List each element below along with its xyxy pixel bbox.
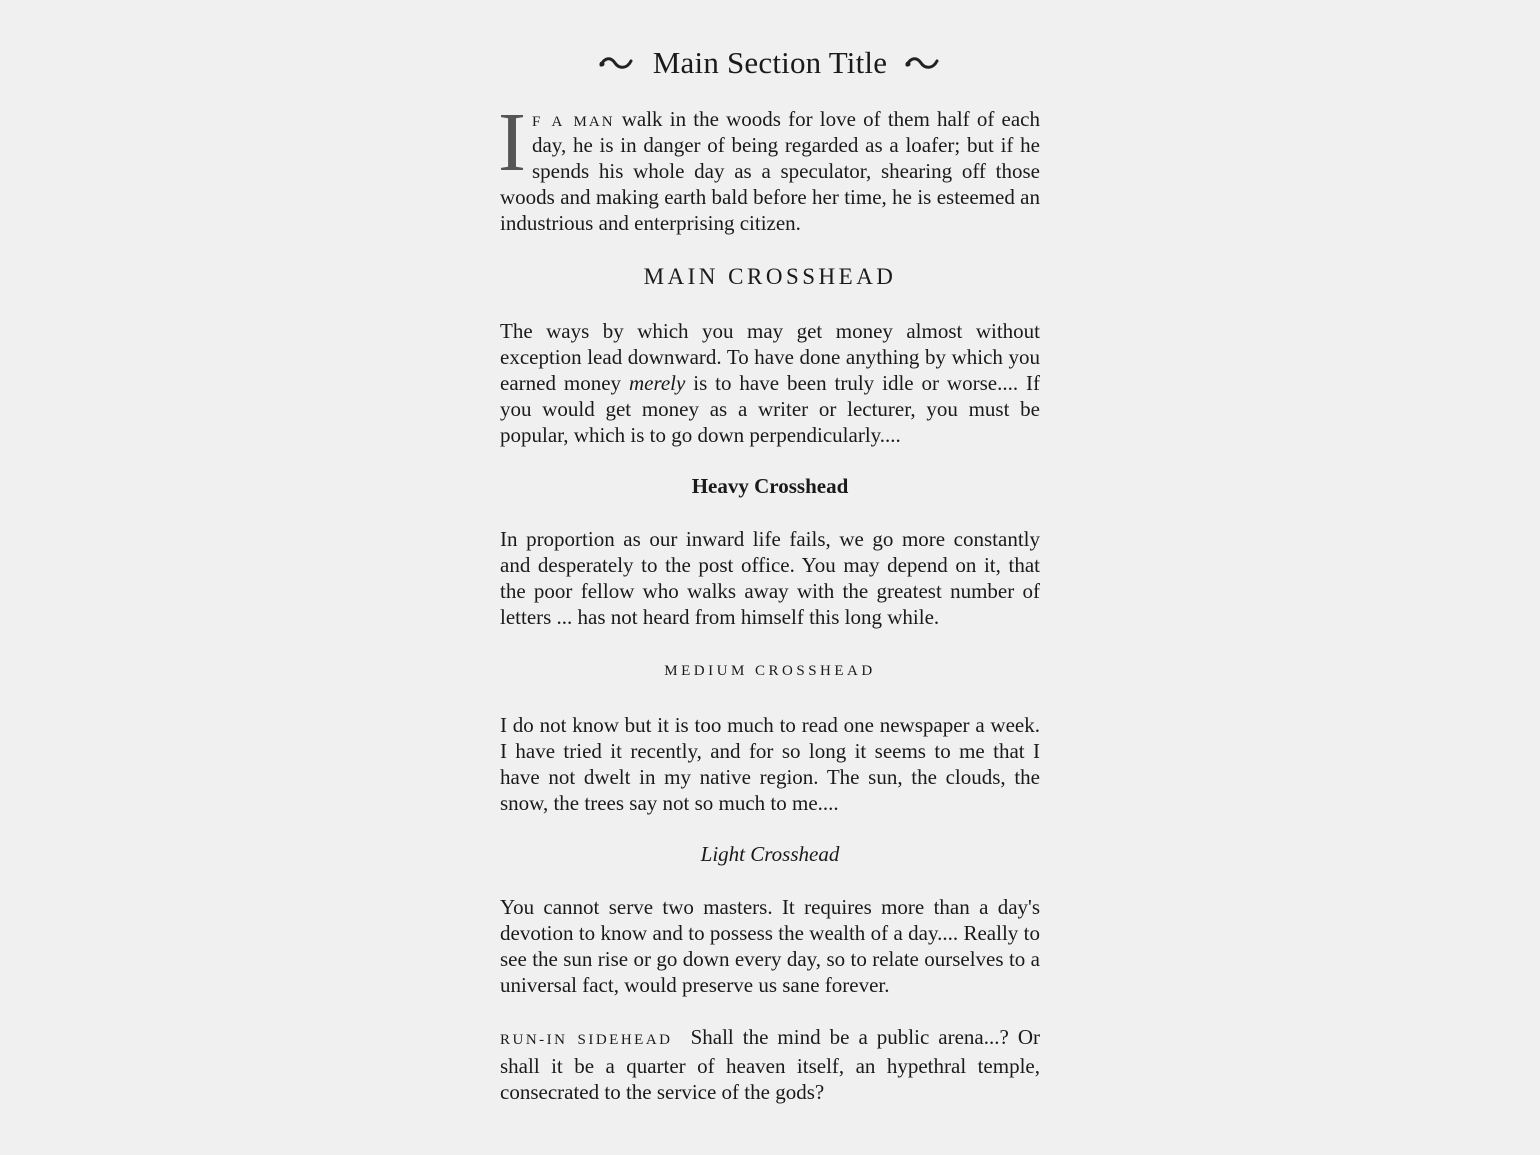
paragraph-4: I do not know but it is too much to read one newspaper a week. I have tried it recently, and for so long it seems to me that I have not dwelt in my native region. The sun, the clouds, the snow, the trees say not so much to me....	[500, 713, 1040, 815]
main-crosshead: MAIN CROSSHEAD	[643, 264, 897, 289]
swash-ornament-icon-left	[599, 53, 635, 73]
paragraph-3: In proportion as our inward life fails, we go more constantly and desperately to the post office. You may depend on it, that the poor fellow who walks away with the greatest number of letters ... has not heard from himself this long while.	[500, 527, 1040, 629]
paragraph-gap	[500, 998, 1040, 1024]
document-page	[500, 38, 1040, 1105]
intro-text: walk in the woods for love of them half of each day, he is in danger of being regarded as a loafer; but if he spends his whole day as a speculator, shearing off those woods and making earth bald before her time, he is esteemed an industrious and enterprising citizen.	[500, 107, 1040, 235]
drop-cap: I	[498, 96, 526, 189]
runin-sidehead: RUN-IN SIDEHEAD	[500, 1032, 673, 1048]
medium-crosshead: MEDIUM CROSSHEAD	[664, 663, 876, 679]
section-title-row	[500, 38, 1040, 88]
paragraph-6	[500, 1024, 1040, 1105]
page-title: Main Section Title	[652, 45, 888, 80]
paragraph-6-text: Shall the mind be a public arena...? Or shall it be a quarter of heaven itself, an hypethral temple, consecrated to the service of the gods?	[500, 1025, 1041, 1104]
paragraph-2-emphasis: merely	[628, 371, 686, 395]
paragraph-2-text-a: The ways by which you may get money almost without exception lead downward. To have done anything by which you earned money	[500, 319, 1040, 395]
paragraph-5: You cannot serve two masters. It requires more than a day's devotion to know and to possess the wealth of a day.... Really to see the sun rise or go down every day, so to relate ourselves to a universal fact, would preserve us sane forever.	[500, 895, 1040, 997]
intro-paragraph-block	[498, 96, 1040, 236]
light-crosshead: Light Crosshead	[700, 842, 840, 866]
swash-ornament-icon-right	[905, 53, 941, 73]
heavy-crosshead: Heavy Crosshead	[691, 474, 849, 498]
intro-lead-in: f a man	[531, 107, 615, 131]
paragraph-2-text-b: is to have been truly idle or worse.... If you would get money as a writer or lecturer, you must be popular, which is to go down perpendicularly....	[500, 371, 1040, 447]
paragraph-2	[500, 318, 1040, 448]
intro-paragraph	[498, 96, 1040, 236]
